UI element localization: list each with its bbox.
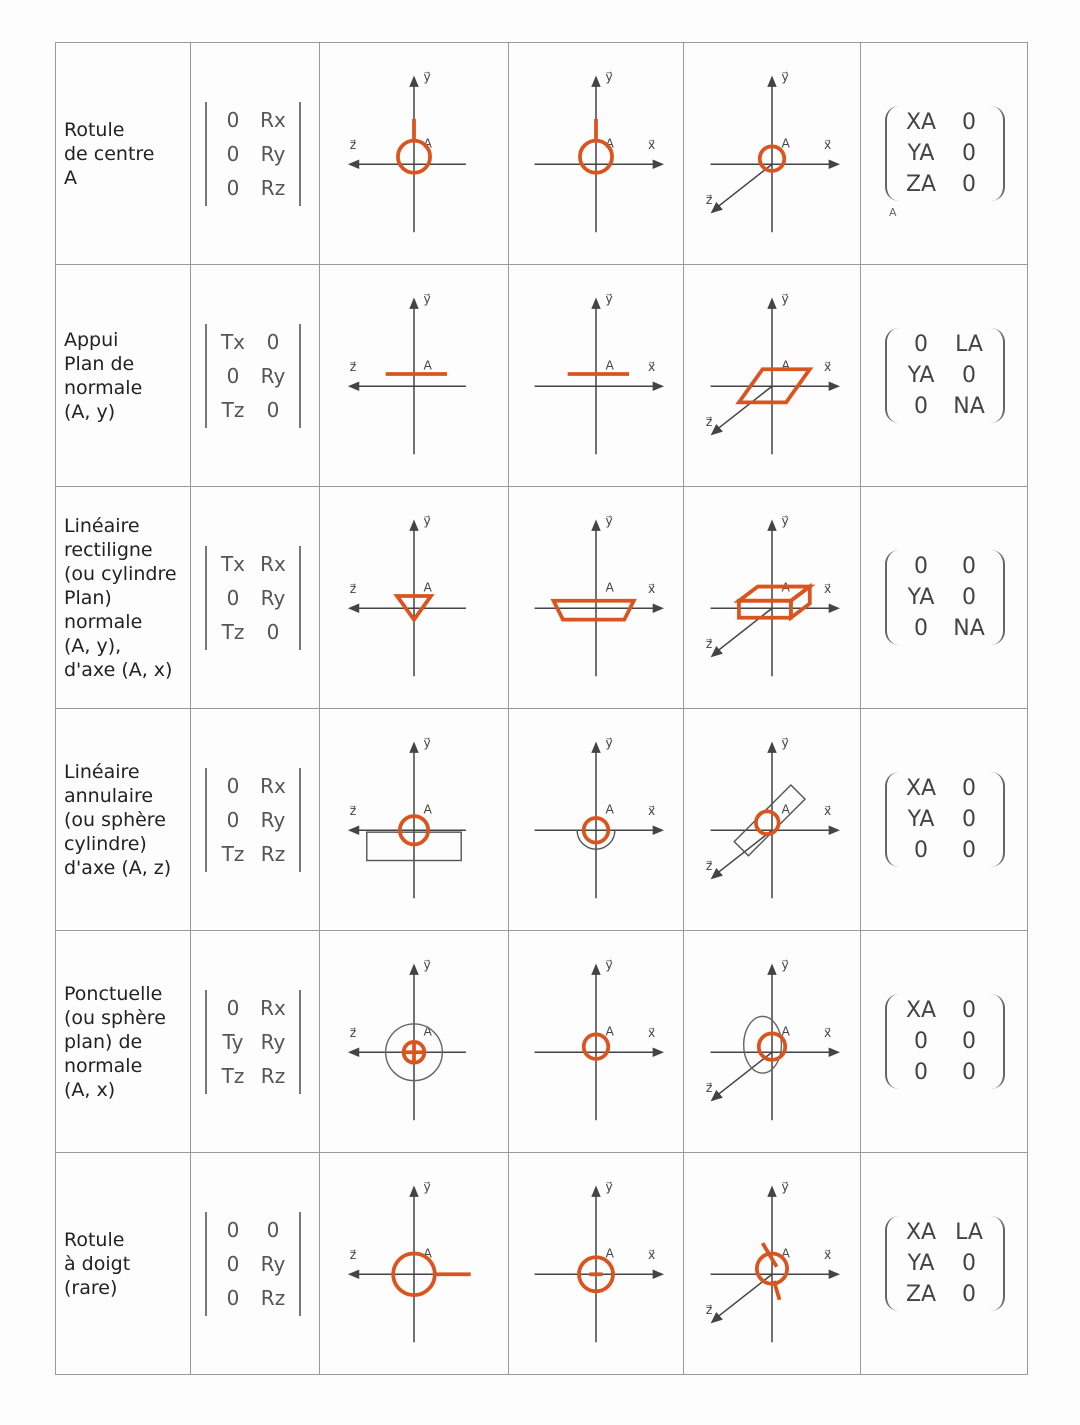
torsor-entry: 0 bbox=[914, 838, 928, 863]
svg-text:A: A bbox=[605, 579, 614, 594]
torsor-entry: 0 bbox=[914, 332, 928, 357]
torsor-entry: Tx bbox=[220, 329, 246, 354]
joint-row bbox=[56, 43, 1028, 265]
torsor-entry: Ry bbox=[260, 807, 286, 832]
joint-name-line: (A, y) bbox=[64, 400, 116, 423]
svg-text:z⃗: z⃗ bbox=[349, 1025, 357, 1040]
torsor-entry: ZA bbox=[905, 172, 937, 197]
svg-text:A: A bbox=[423, 801, 432, 816]
joint-name-line: Appui bbox=[64, 328, 119, 351]
kinematic-torsor bbox=[205, 324, 301, 428]
torsor-entry: 0 bbox=[226, 175, 240, 200]
torsor-entry: NA bbox=[953, 394, 985, 419]
svg-text:A: A bbox=[605, 801, 614, 816]
svg-text:x⃗: x⃗ bbox=[647, 581, 656, 596]
joint-diagram-front bbox=[329, 269, 499, 479]
joint-diagram-side bbox=[511, 47, 681, 257]
torsor-entry: 0 bbox=[962, 1029, 976, 1054]
torsor-entry: 0 bbox=[226, 585, 240, 610]
svg-text:x⃗: x⃗ bbox=[823, 803, 832, 818]
kinematic-torsor bbox=[205, 768, 301, 872]
liaisons-table bbox=[55, 42, 1028, 1375]
joint-name-line: plan) de bbox=[64, 1030, 143, 1053]
svg-text:x⃗: x⃗ bbox=[823, 1025, 832, 1040]
svg-text:A: A bbox=[605, 1245, 614, 1260]
joint-name-line: Linéaire bbox=[64, 760, 140, 783]
joint-diagram-side bbox=[511, 269, 681, 479]
svg-text:A: A bbox=[423, 1245, 432, 1260]
svg-text:z⃗: z⃗ bbox=[349, 1247, 357, 1262]
torsor-entry: ZA bbox=[905, 1282, 937, 1307]
svg-text:z⃗: z⃗ bbox=[705, 192, 713, 207]
svg-text:z⃗: z⃗ bbox=[705, 858, 713, 873]
torsor-entry: Rz bbox=[260, 841, 286, 866]
svg-text:y⃗: y⃗ bbox=[605, 513, 613, 528]
torsor-entry: 0 bbox=[962, 1060, 976, 1085]
torsor-entry: Tx bbox=[220, 551, 246, 576]
svg-text:y⃗: y⃗ bbox=[423, 957, 431, 972]
torsor-entry: 0 bbox=[266, 329, 280, 354]
svg-text:x⃗: x⃗ bbox=[823, 137, 832, 152]
joint-name-line: Plan) normale bbox=[64, 586, 143, 633]
torsor-entry: YA bbox=[907, 585, 935, 610]
joint-diagram-side bbox=[511, 935, 681, 1145]
torsor-entry: 0 bbox=[914, 1029, 928, 1054]
joint-name-line: de centre bbox=[64, 142, 155, 165]
torsor-entry: Rz bbox=[260, 1285, 286, 1310]
joint-diagram-side bbox=[511, 1157, 681, 1367]
joint-diagram-front bbox=[329, 935, 499, 1145]
torsor-entry: Rx bbox=[260, 773, 286, 798]
torsor-entry: YA bbox=[907, 807, 935, 832]
torsor-entry: XA bbox=[905, 776, 937, 801]
joint-name-line: (ou cylindre bbox=[64, 562, 177, 585]
torsor-entry: Rx bbox=[260, 107, 286, 132]
torsor-entry: Tz bbox=[221, 1063, 245, 1088]
svg-text:y⃗: y⃗ bbox=[423, 291, 431, 306]
joint-diagram-front bbox=[329, 1157, 499, 1367]
svg-text:y⃗: y⃗ bbox=[423, 69, 431, 84]
joint-name bbox=[56, 514, 190, 682]
torsor-entry: 0 bbox=[962, 585, 976, 610]
svg-text:A: A bbox=[781, 1023, 790, 1038]
torsor-entry: Rz bbox=[260, 1063, 286, 1088]
joint-diagram-iso bbox=[687, 935, 857, 1145]
svg-text:A: A bbox=[781, 357, 790, 372]
joint-name-line: (rare) bbox=[64, 1276, 118, 1299]
svg-text:A: A bbox=[781, 1245, 790, 1260]
torsor-entry: 0 bbox=[962, 807, 976, 832]
svg-text:x⃗: x⃗ bbox=[647, 803, 656, 818]
torsor-entry: 0 bbox=[962, 363, 976, 388]
static-torsor bbox=[885, 1216, 1005, 1311]
torsor-entry: 0 bbox=[962, 776, 976, 801]
torsor-entry: 0 bbox=[226, 807, 240, 832]
svg-text:y⃗: y⃗ bbox=[781, 291, 789, 306]
svg-text:x⃗: x⃗ bbox=[823, 1247, 832, 1262]
svg-text:A: A bbox=[423, 579, 432, 594]
joint-diagram-iso bbox=[687, 713, 857, 923]
torsor-entry: 0 bbox=[226, 363, 240, 388]
joint-row bbox=[56, 487, 1028, 709]
torsor-entry: Rx bbox=[260, 551, 286, 576]
torsor-entry: 0 bbox=[914, 1060, 928, 1085]
torsor-entry: Tz bbox=[221, 397, 245, 422]
torsor-entry: Rz bbox=[260, 175, 286, 200]
torsor-entry: Ry bbox=[260, 363, 286, 388]
static-torsor bbox=[885, 772, 1005, 867]
static-torsor bbox=[885, 994, 1005, 1089]
joint-diagram-front bbox=[329, 491, 499, 701]
torsor-entry: 0 bbox=[962, 172, 976, 197]
svg-text:z⃗: z⃗ bbox=[349, 803, 357, 818]
torsor-entry: Rx bbox=[260, 995, 286, 1020]
svg-text:y⃗: y⃗ bbox=[781, 69, 789, 84]
torsor-entry: 0 bbox=[266, 1217, 280, 1242]
joint-row bbox=[56, 1153, 1028, 1375]
joint-name-line: Ponctuelle bbox=[64, 982, 163, 1005]
static-torsor bbox=[885, 550, 1005, 645]
joint-row bbox=[56, 709, 1028, 931]
svg-text:A: A bbox=[423, 1023, 432, 1038]
torsor-entry: 0 bbox=[914, 554, 928, 579]
svg-text:x⃗: x⃗ bbox=[823, 581, 832, 596]
kinematic-torsor bbox=[205, 546, 301, 650]
joint-name-line: A bbox=[64, 166, 77, 189]
svg-text:A: A bbox=[781, 801, 790, 816]
svg-text:A: A bbox=[605, 357, 614, 372]
joint-name bbox=[56, 982, 190, 1102]
svg-text:z⃗: z⃗ bbox=[705, 1302, 713, 1317]
kinematic-torsor bbox=[205, 1212, 301, 1316]
torsor-entry: 0 bbox=[962, 110, 976, 135]
torsor-entry: 0 bbox=[962, 554, 976, 579]
torsor-entry: 0 bbox=[914, 394, 928, 419]
svg-text:A: A bbox=[781, 579, 790, 594]
svg-text:z⃗: z⃗ bbox=[705, 636, 713, 651]
svg-text:x⃗: x⃗ bbox=[823, 359, 832, 374]
torsor-entry: 0 bbox=[266, 619, 280, 644]
joint-diagram-iso bbox=[687, 47, 857, 257]
joint-diagram-side bbox=[511, 713, 681, 923]
joint-name-line: rectiligne bbox=[64, 538, 153, 561]
joint-diagram-front bbox=[329, 713, 499, 923]
joint-name-line: cylindre) bbox=[64, 832, 147, 855]
torsor-entry: 0 bbox=[226, 1285, 240, 1310]
svg-text:z⃗: z⃗ bbox=[349, 137, 357, 152]
svg-text:z⃗: z⃗ bbox=[349, 359, 357, 374]
torsor-entry: 0 bbox=[914, 616, 928, 641]
joint-name-line: normale bbox=[64, 1054, 143, 1077]
joint-name bbox=[56, 328, 190, 424]
static-torsor bbox=[885, 328, 1005, 423]
static-torsor bbox=[885, 106, 1005, 219]
joint-name-line: annulaire bbox=[64, 784, 154, 807]
svg-text:A: A bbox=[423, 135, 432, 150]
svg-text:A: A bbox=[781, 135, 790, 150]
joint-name-line: Rotule bbox=[64, 1228, 125, 1251]
torsor-entry: YA bbox=[907, 363, 935, 388]
joint-diagram-side bbox=[511, 491, 681, 701]
joint-name-line: d'axe (A, x) bbox=[64, 658, 173, 681]
torsor-entry: 0 bbox=[962, 838, 976, 863]
joint-name bbox=[56, 1228, 190, 1300]
torsor-entry: Ry bbox=[260, 585, 286, 610]
torsor-entry: 0 bbox=[226, 1217, 240, 1242]
svg-text:y⃗: y⃗ bbox=[605, 735, 613, 750]
joint-name-line: (A, y), bbox=[64, 634, 122, 657]
svg-text:z⃗: z⃗ bbox=[349, 581, 357, 596]
torsor-entry: 0 bbox=[226, 1251, 240, 1276]
svg-text:A: A bbox=[423, 357, 432, 372]
torsor-entry: LA bbox=[955, 332, 983, 357]
svg-text:y⃗: y⃗ bbox=[605, 957, 613, 972]
torsor-entry: LA bbox=[955, 1220, 983, 1245]
svg-text:y⃗: y⃗ bbox=[605, 69, 613, 84]
torsor-entry: XA bbox=[905, 1220, 937, 1245]
joint-name-line: (ou sphère bbox=[64, 1006, 166, 1029]
svg-text:x⃗: x⃗ bbox=[647, 1247, 656, 1262]
joint-diagram-iso bbox=[687, 1157, 857, 1367]
svg-text:y⃗: y⃗ bbox=[423, 513, 431, 528]
joint-name-line: Linéaire bbox=[64, 514, 140, 537]
torsor-entry: YA bbox=[907, 1251, 935, 1276]
svg-text:x⃗: x⃗ bbox=[647, 137, 656, 152]
torsor-entry: NA bbox=[953, 616, 985, 641]
joint-name-line: (A, x) bbox=[64, 1078, 116, 1101]
kinematic-torsor bbox=[205, 102, 301, 206]
torsor-entry: Ty bbox=[222, 1029, 244, 1054]
svg-text:y⃗: y⃗ bbox=[781, 735, 789, 750]
joint-name-line: Plan de bbox=[64, 352, 135, 375]
joint-name-line: Rotule bbox=[64, 118, 125, 141]
torsor-entry: 0 bbox=[962, 1251, 976, 1276]
svg-text:x⃗: x⃗ bbox=[647, 1025, 656, 1040]
torsor-entry: YA bbox=[907, 141, 935, 166]
joint-diagram-iso bbox=[687, 269, 857, 479]
svg-text:y⃗: y⃗ bbox=[781, 957, 789, 972]
svg-text:z⃗: z⃗ bbox=[705, 1080, 713, 1095]
svg-text:z⃗: z⃗ bbox=[705, 414, 713, 429]
joint-name-line: (ou sphère bbox=[64, 808, 166, 831]
joint-diagram-front bbox=[329, 47, 499, 257]
torsor-entry: Ry bbox=[260, 141, 286, 166]
torsor-entry: 0 bbox=[226, 141, 240, 166]
svg-text:y⃗: y⃗ bbox=[781, 513, 789, 528]
svg-text:y⃗: y⃗ bbox=[423, 1179, 431, 1194]
joint-name bbox=[56, 760, 190, 880]
torsor-entry: XA bbox=[905, 998, 937, 1023]
torsor-entry: 0 bbox=[962, 141, 976, 166]
joint-name-line: normale bbox=[64, 376, 143, 399]
svg-text:y⃗: y⃗ bbox=[423, 735, 431, 750]
torsor-entry: Ry bbox=[260, 1251, 286, 1276]
torsor-point: A bbox=[889, 206, 897, 219]
torsor-entry: 0 bbox=[266, 397, 280, 422]
svg-text:x⃗: x⃗ bbox=[647, 359, 656, 374]
joint-name bbox=[56, 118, 190, 190]
svg-text:A: A bbox=[605, 1023, 614, 1038]
joint-row bbox=[56, 931, 1028, 1153]
torsor-entry: Ry bbox=[260, 1029, 286, 1054]
torsor-entry: 0 bbox=[226, 773, 240, 798]
joint-row bbox=[56, 265, 1028, 487]
torsor-entry: 0 bbox=[226, 107, 240, 132]
joint-name-line: à doigt bbox=[64, 1252, 131, 1275]
svg-text:y⃗: y⃗ bbox=[781, 1179, 789, 1194]
joint-name-line: d'axe (A, z) bbox=[64, 856, 172, 879]
torsor-entry: Tz bbox=[221, 619, 245, 644]
torsor-entry: 0 bbox=[962, 1282, 976, 1307]
torsor-entry: XA bbox=[905, 110, 937, 135]
svg-text:y⃗: y⃗ bbox=[605, 291, 613, 306]
torsor-entry: 0 bbox=[226, 995, 240, 1020]
svg-text:y⃗: y⃗ bbox=[605, 1179, 613, 1194]
torsor-entry: 0 bbox=[962, 998, 976, 1023]
joint-diagram-iso bbox=[687, 491, 857, 701]
kinematic-torsor bbox=[205, 990, 301, 1094]
svg-text:A: A bbox=[605, 135, 614, 150]
torsor-entry: Tz bbox=[221, 841, 245, 866]
